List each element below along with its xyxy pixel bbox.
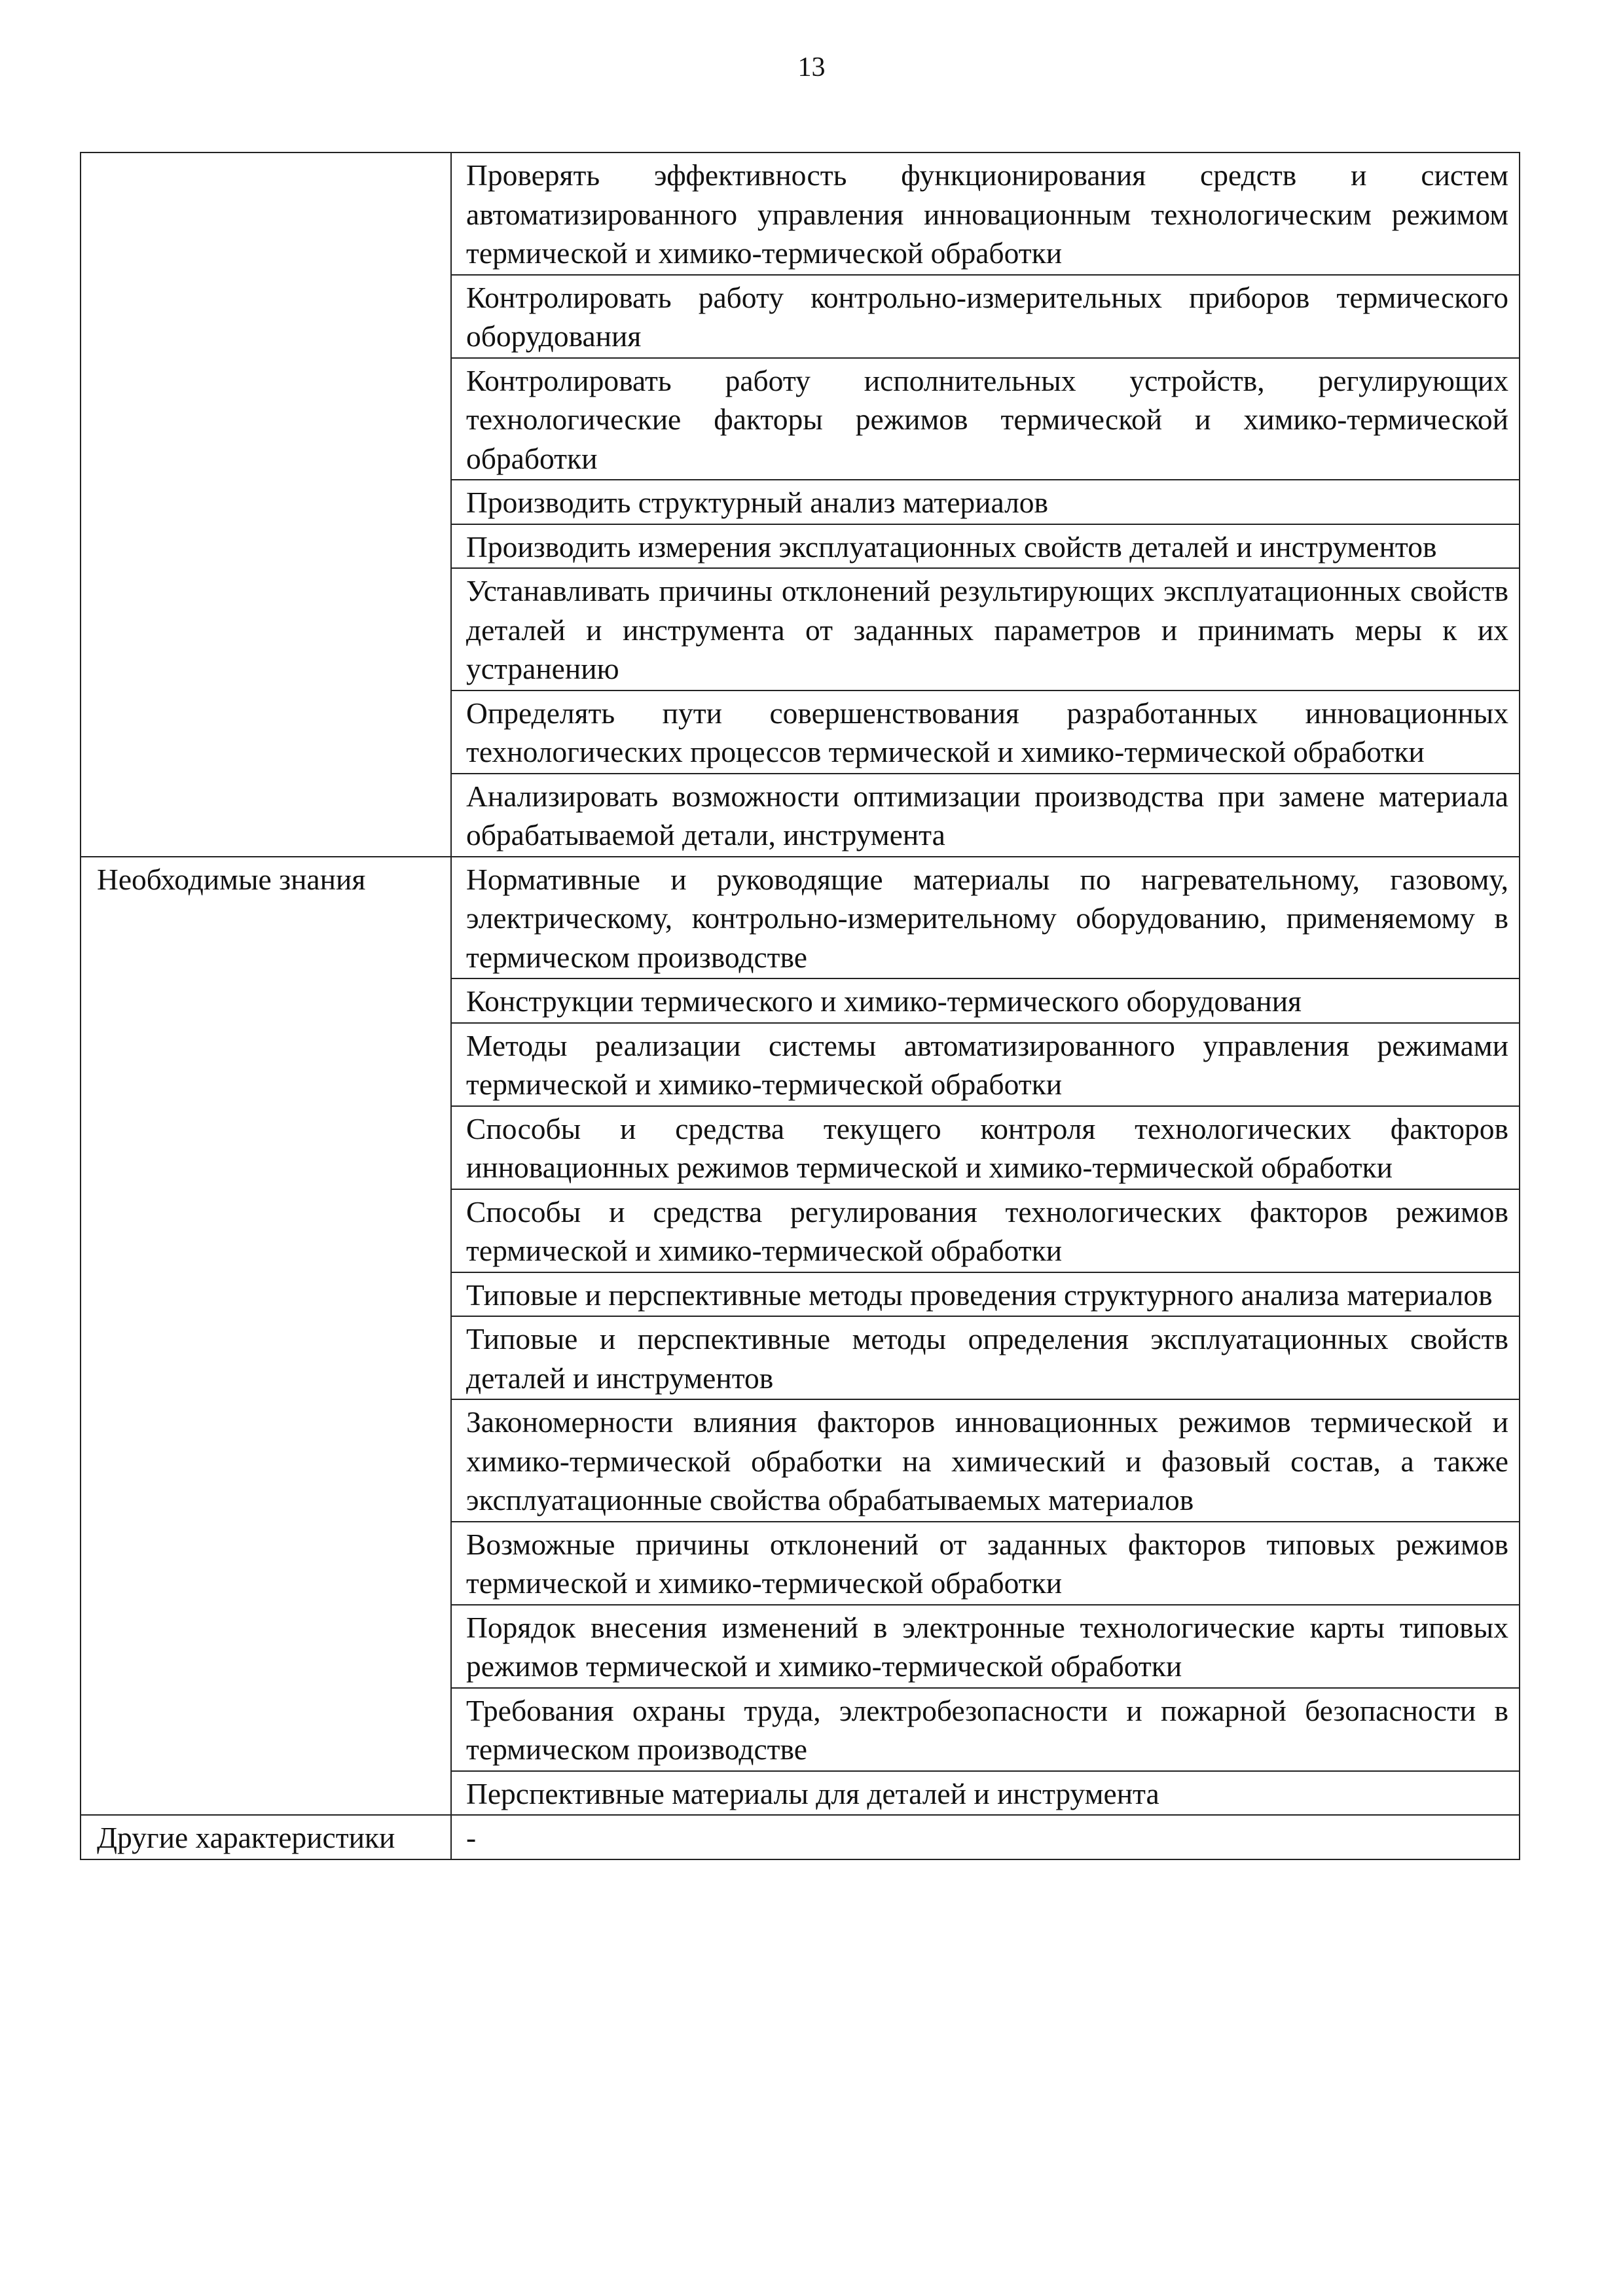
table-row <box>81 152 1520 275</box>
requirement-item: Типовые и перспективные методы определения эксплуатационных свойств деталей и инструментов <box>451 1316 1520 1399</box>
requirement-item: Определять пути совершенствования разработанных инновационных технологических процессов термической и химико-термической обработки <box>451 691 1520 774</box>
requirement-item: Проверять эффективность функционирования средств и систем автоматизированного управления инновационным технологическим режимом термической и химико-термической обработки <box>451 152 1520 275</box>
section-label <box>81 152 451 857</box>
requirement-item: Контролировать работу исполнительных устройств, регулирующих технологические факторы режимов термической и химико-термической обработки <box>451 358 1520 480</box>
requirement-item: Типовые и перспективные методы проведения структурного анализа материалов <box>451 1272 1520 1317</box>
requirement-item: Перспективные материалы для деталей и инструмента <box>451 1771 1520 1816</box>
requirements-table <box>80 152 1520 1860</box>
section-label: Другие характеристики <box>81 1815 451 1859</box>
requirement-item: Контролировать работу контрольно-измерительных приборов термического оборудования <box>451 275 1520 358</box>
requirement-item: Закономерности влияния факторов инновационных режимов термической и химико-термической обработки на химический и фазовый состав, а также эксплуатационные свойства обрабатываемых материалов <box>451 1399 1520 1522</box>
section-label: Необходимые знания <box>81 857 451 1816</box>
requirement-item: Способы и средства текущего контроля технологических факторов инновационных режимов термической и химико-термической обработки <box>451 1106 1520 1189</box>
requirement-item: Методы реализации системы автоматизированного управления режимами термической и химико-термической обработки <box>451 1023 1520 1106</box>
table-row <box>81 857 1520 979</box>
table-row <box>81 1815 1520 1859</box>
requirements-table-body <box>81 152 1520 1859</box>
requirement-item: Требования охраны труда, электробезопасности и пожарной безопасности в термическом производстве <box>451 1688 1520 1771</box>
requirement-item: Анализировать возможности оптимизации производства при замене материала обрабатываемой детали, инструмента <box>451 774 1520 857</box>
requirement-item: - <box>451 1815 1520 1859</box>
requirement-item: Способы и средства регулирования технологических факторов режимов термической и химико-термической обработки <box>451 1189 1520 1272</box>
requirement-item: Нормативные и руководящие материалы по нагревательному, газовому, электрическому, контрольно-измерительному оборудованию, применяемому в термическом производстве <box>451 857 1520 979</box>
requirement-item: Производить структурный анализ материалов <box>451 480 1520 524</box>
requirement-item: Порядок внесения изменений в электронные технологические карты типовых режимов термической и химико-термической обработки <box>451 1605 1520 1688</box>
requirement-item: Устанавливать причины отклонений результирующих эксплуатационных свойств деталей и инструмента от заданных параметров и принимать меры к их устранению <box>451 568 1520 691</box>
requirement-item: Конструкции термического и химико-термического оборудования <box>451 978 1520 1023</box>
page-number: 13 <box>797 52 826 82</box>
requirement-item: Возможные причины отклонений от заданных факторов типовых режимов термической и химико-термической обработки <box>451 1522 1520 1605</box>
requirement-item: Производить измерения эксплуатационных свойств деталей и инструментов <box>451 524 1520 569</box>
